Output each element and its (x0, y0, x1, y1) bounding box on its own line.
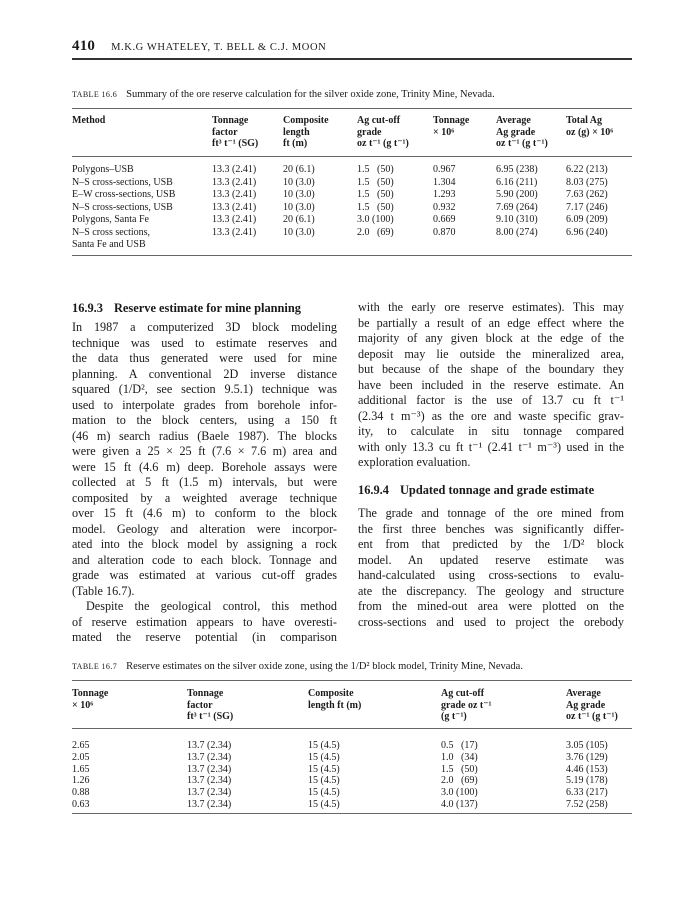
table-cell: 13.3 (2.41) (212, 226, 257, 238)
text-line: were given a 25 × 25 ft (7.6 × 7.6 m) area and (72, 444, 337, 458)
column-header-line: ft (m) (283, 138, 308, 149)
text-line: but because of the shape of the boundary they (358, 362, 624, 376)
text-line: model. Geology and alteration were incorpor- (72, 521, 337, 536)
text-line: Despite the geological control, this method (86, 599, 337, 613)
table-cell: 7.17 (246) (566, 201, 608, 213)
table-16-6-top-rule (72, 108, 632, 109)
column-header-line: oz t⁻¹ (g t⁻¹) (496, 138, 548, 149)
table-cell: 10 (3.0) (283, 226, 315, 238)
section-heading-16-9-3 (72, 301, 301, 316)
table-cell: 2.0 (69) (357, 226, 394, 238)
table-label: TABLE 16.6 (72, 90, 118, 99)
column-header-line: ft³ t⁻¹ (SG) (212, 138, 259, 149)
column-header-line: Composite (283, 115, 329, 126)
table-cell: 1.5 (50) (357, 164, 394, 175)
column-header-line: factor (187, 699, 213, 711)
column-header-line: (g t⁻¹) (441, 711, 467, 722)
column-header (433, 115, 469, 138)
table-16-6-header-rule (72, 156, 632, 157)
text-line: composited by a weighted average technique (72, 490, 337, 505)
table-cell: 13.7 (2.34) (187, 775, 232, 787)
table-16-7-bottom-rule (72, 813, 632, 814)
column-header-line: Ag grade (566, 699, 606, 711)
column-header (566, 688, 618, 723)
text-line: (2.34 t m⁻³) as the ore and waste specific grav- (358, 408, 624, 423)
section-number: 16.9.4 (358, 483, 389, 497)
table-caption-text: Summary of the ore reserve calculation for the silver oxide zone, Trinity Mine, Nevada. (126, 89, 495, 100)
table-16-6-caption (72, 89, 632, 100)
table-cell: E–W cross-sections, USB (72, 189, 176, 200)
table-cell: 13.7 (2.34) (187, 799, 232, 810)
table-cell: 2.0 (69) (441, 775, 478, 787)
table-cell: 7.63 (262) (566, 189, 608, 200)
text-line: ated into the block model by assigning a rock (72, 537, 337, 551)
table-cell: 15 (4.5) (308, 787, 340, 799)
table-cell: 4.0 (137) (441, 799, 478, 810)
running-head (72, 37, 632, 57)
table-cell: 0.88 (72, 787, 90, 799)
column-header-line: × 10⁶ (433, 126, 455, 138)
table-cell: 0.967 (433, 164, 456, 175)
text-line: from the mined-out area were plotted on the (358, 599, 624, 613)
text-line: (46 m) search radius (Baele 1987). The blocks (72, 428, 337, 443)
table-cell: 0.932 (433, 201, 456, 213)
table-cell: 13.3 (2.41) (212, 189, 257, 200)
text-line: squared (1/D², see section 9.5.1) technique was (72, 382, 337, 396)
header-rule (72, 58, 632, 60)
column-header-line: length ft (m) (308, 699, 362, 711)
text-line: exploration evaluation. (358, 455, 471, 469)
table-cell: 13.7 (2.34) (187, 787, 232, 799)
table-cell: 6.96 (240) (566, 226, 608, 238)
table-16-7-header-rule (72, 728, 632, 729)
table-cell: 2.65 (72, 740, 90, 751)
section-title: Reserve estimate for mine planning (113, 301, 301, 315)
table-cell: 15 (4.5) (308, 751, 340, 763)
table-cell: N–S cross-sections, USB (72, 201, 173, 213)
table-cell: 7.52 (258) (566, 799, 608, 810)
table-cell: 8.03 (275) (566, 176, 608, 188)
table-cell: 13.7 (2.34) (187, 763, 232, 775)
column-header-line: oz t⁻¹ (g t⁻¹) (566, 711, 618, 722)
table-cell: 4.46 (153) (566, 763, 608, 775)
text-line: used to interpolate grades from borehole infor- (72, 397, 337, 412)
text-line: the first three benches was significantly differ- (358, 521, 624, 536)
column-header-line: Ag grade (496, 126, 536, 138)
column-header (441, 688, 491, 723)
column-header-line: Tonnage (433, 115, 470, 126)
table-cell: 1.65 (72, 763, 90, 775)
text-line: planning. A conventional 2D inverse distance (72, 366, 337, 381)
text-line: the data thus generated were used for mine (72, 351, 337, 365)
table-cell: 1.293 (433, 189, 456, 200)
text-line: ent from that predicted by the 1/D² block (358, 537, 624, 551)
table-cell: 0.669 (433, 214, 456, 225)
table-cell: 20 (6.1) (283, 214, 315, 225)
table-cell: 8.00 (274) (496, 226, 538, 238)
table-cell: 15 (4.5) (308, 799, 340, 810)
table-cell: 13.3 (2.41) (212, 164, 257, 175)
column-header (496, 115, 548, 150)
running-head-authors: M.K.G WHATELEY, T. BELL & C.J. MOON (111, 42, 327, 53)
text-line: be partially a result of an edge effect where the (358, 315, 624, 330)
column-header (566, 115, 613, 138)
table-cell: 6.16 (211) (496, 176, 538, 188)
text-line: cross-sections and used to project the orebody (358, 614, 624, 629)
text-line: over 15 ft (4.6 m) to conform to the block (72, 506, 337, 520)
table-cell: 1.5 (50) (357, 176, 394, 188)
text-line: mation to the block centers, using a 150 ft (72, 413, 337, 427)
table-cell: 1.304 (433, 176, 456, 188)
column-header-line: Ag cut-off (441, 688, 485, 699)
table-caption-text: Reserve estimates on the silver oxide zone, using the 1/D² block model, Trinity Mine, Nevada. (126, 661, 523, 672)
table-cell: 6.33 (217) (566, 787, 608, 799)
right-column-text (358, 300, 624, 471)
table-cell: N–S cross-sections, USB (72, 176, 173, 188)
table-cell: 0.5 (17) (441, 740, 478, 751)
table-cell: 3.0 (100) (441, 787, 478, 799)
text-line: hand-calculated using cross-sections to evalu- (358, 568, 624, 582)
text-line: In 1987 a computerized 3D block modeling (72, 320, 337, 334)
column-header-line: × 10⁶ (72, 699, 94, 711)
column-header (187, 688, 233, 723)
column-header-line: oz t⁻¹ (g t⁻¹) (357, 138, 409, 149)
table-cell: 13.3 (2.41) (212, 176, 257, 188)
text-line: with only 13.3 cu ft t⁻¹ (2.41 t⁻¹ m⁻³) used in the (358, 439, 624, 454)
column-header-line: Average (566, 688, 601, 699)
table-cell: 10 (3.0) (283, 176, 315, 188)
table-cell: Polygons, Santa Fe (72, 214, 149, 225)
column-header-line: Composite (308, 688, 354, 699)
table-cell: 3.76 (129) (566, 751, 608, 763)
table-cell: 2.05 (72, 751, 90, 763)
text-line: deposit may lie outside the mineralized area, (358, 346, 624, 361)
table-16-7-caption (72, 661, 632, 672)
text-line: ity, to calculate in situ tonnage compared (358, 424, 624, 438)
text-line: have been included in the reserve estimate. An (358, 377, 624, 392)
column-header-line: ft³ t⁻¹ (SG) (187, 711, 234, 722)
column-header-line: grade (357, 126, 382, 138)
text-line: mated the reserve potential (in comparison (72, 630, 337, 644)
table-cell: 13.7 (2.34) (187, 740, 232, 751)
table-cell: 3.05 (105) (566, 740, 608, 751)
column-header-line: Tonnage (212, 115, 249, 126)
page-number: 410 (72, 38, 96, 54)
text-line: grade was estimated at various cut-off grades (72, 568, 337, 582)
section-heading-16-9-4 (358, 483, 594, 498)
left-column-text (72, 320, 337, 646)
table-16-6-bottom-rule (72, 255, 632, 256)
column-header-line: Ag cut-off (357, 115, 401, 126)
column-header (72, 115, 105, 127)
table-16-7-top-rule (72, 680, 632, 681)
table-cell: 7.69 (264) (496, 201, 538, 213)
column-header-line: factor (212, 126, 238, 138)
text-line: collected at 5 ft (1.5 m) intervals, but were (72, 475, 337, 489)
table-cell: 5.90 (200) (496, 189, 538, 200)
table-cell: Polygons–USB (72, 164, 134, 175)
text-line: were 15 ft (4.6 m) deep. Borehole assays were (72, 459, 337, 474)
table-cell: 13.3 (2.41) (212, 214, 257, 225)
table-cell: 10 (3.0) (283, 201, 315, 213)
section-number: 16.9.3 (72, 301, 103, 315)
table-cell: 10 (3.0) (283, 189, 315, 200)
column-header-line: Method (72, 115, 106, 126)
text-line: and alteration code to each block. Tonnage and (72, 552, 337, 567)
column-header (212, 115, 258, 150)
column-header-line: grade oz t⁻¹ (441, 699, 492, 711)
table-cell: 15 (4.5) (308, 763, 340, 775)
table-cell: 5.19 (178) (566, 775, 608, 787)
column-header (283, 115, 329, 150)
column-header (357, 115, 409, 150)
text-line: of reserve estimation appears to have overesti- (72, 614, 337, 629)
column-header (72, 688, 108, 711)
section-16-9-4-text (358, 506, 624, 630)
column-header-line: Average (496, 115, 531, 126)
column-header (308, 688, 361, 711)
column-header-line: Tonnage (187, 688, 224, 699)
text-line: (Table 16.7). (72, 583, 135, 598)
text-line: technique was used to estimate reserves and (72, 335, 337, 350)
table-cell: 1.5 (50) (357, 189, 394, 200)
column-header-line: length (283, 126, 310, 138)
table-cell: 6.95 (238) (496, 164, 538, 175)
table-cell: 13.3 (2.41) (212, 201, 257, 213)
table-cell: 1.0 (34) (441, 751, 478, 763)
table-cell: Santa Fe and USB (72, 239, 146, 250)
table-cell: 9.10 (310) (496, 214, 538, 225)
column-header-line: Total Ag (566, 115, 603, 126)
table-cell: 6.22 (213) (566, 164, 608, 175)
text-line: The grade and tonnage of the ore mined from (358, 506, 624, 520)
table-label: TABLE 16.7 (72, 662, 118, 671)
text-line: model. An updated reserve estimate was (358, 552, 624, 567)
table-cell: 15 (4.5) (308, 775, 340, 787)
table-cell: 6.09 (209) (566, 214, 608, 225)
text-line: majority of any given block at the edge of the (358, 331, 624, 345)
table-cell: 1.5 (50) (441, 763, 478, 775)
table-cell: 0.63 (72, 799, 90, 810)
table-cell: 3.0 (100) (357, 214, 394, 225)
column-header-line: Tonnage (72, 688, 109, 699)
section-title: Updated tonnage and grade estimate (399, 483, 595, 497)
table-cell: 20 (6.1) (283, 164, 315, 175)
column-header-line: oz (g) × 10⁶ (566, 126, 614, 138)
table-cell: 13.7 (2.34) (187, 751, 232, 763)
table-cell: 1.26 (72, 775, 90, 787)
text-line: with the early ore reserve estimates). This may (358, 300, 624, 314)
table-cell: 15 (4.5) (308, 740, 340, 751)
text-line: additional factor is the use of 13.7 cu ft t⁻¹ (358, 393, 624, 407)
text-line: ate the discrepancy. The geology and structure (358, 583, 624, 598)
table-cell: 0.870 (433, 226, 456, 238)
table-cell: 1.5 (50) (357, 201, 394, 213)
table-cell: N–S cross sections, (72, 226, 151, 238)
